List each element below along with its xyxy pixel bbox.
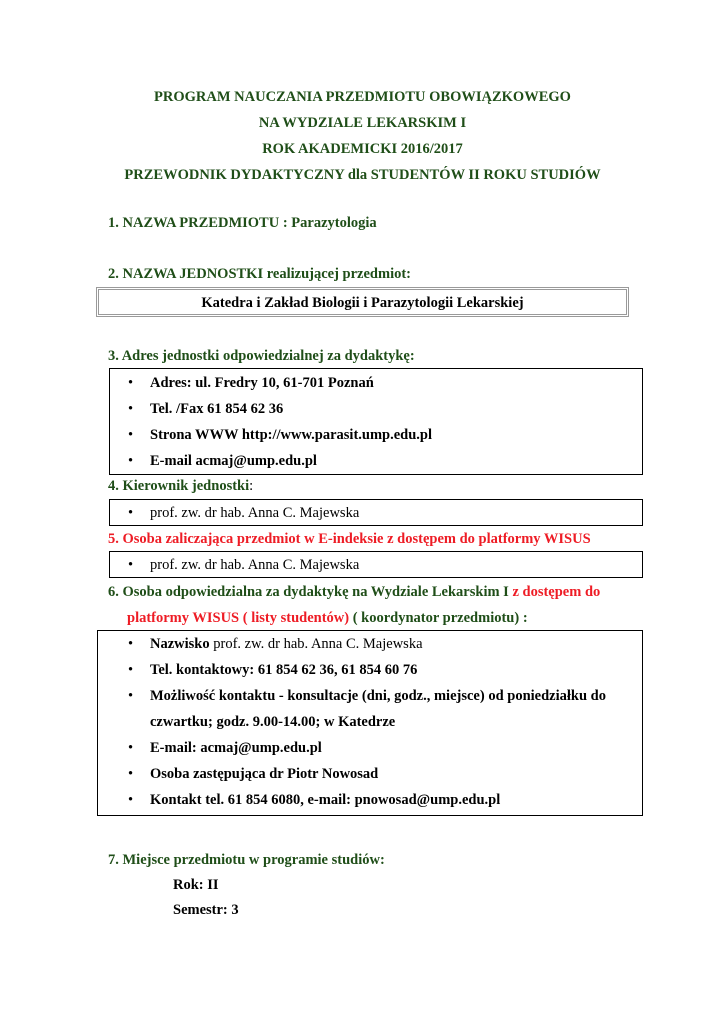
bullet-icon: • [128, 557, 134, 573]
section-3-heading: 3. Adres jednostki odpowiedzialnej za dydaktykę: [108, 348, 415, 364]
bullet-icon: • [128, 453, 134, 469]
header-line-2: NA WYDZIALE LEKARSKIM I [258, 115, 467, 131]
list-item: • prof. zw. dr hab. Anna C. Majewska [128, 557, 360, 573]
list-item: • Możliwość kontaktu - konsultacje (dni, godz., miejsce) od poniedziałku do [128, 688, 606, 704]
unit-name: Katedra i Zakład Biologii i Parazytologii Lekarskiej [201, 295, 524, 311]
section-4-colon: : [249, 478, 254, 494]
list-item: • E-mail acmaj@ump.edu.pl [128, 453, 317, 469]
section-5-heading: 5. Osoba zaliczająca przedmiot w E-indeksie z dostępem do platformy WISUS [108, 531, 591, 547]
bullet-icon: • [128, 505, 134, 521]
section-1-heading [108, 214, 377, 232]
semester-value: Semestr: 3 [173, 902, 239, 918]
section-4-heading [108, 477, 253, 495]
list-item: • Osoba zastępująca dr Piotr Nowosad [128, 766, 379, 782]
bullet-icon: • [128, 401, 134, 417]
header-line-4: PRZEWODNIK DYDAKTYCZNY dla STUDENTÓW II ROKU STUDIÓW [124, 167, 601, 183]
list-item: • Adres: ul. Fredry 10, 61-701 Poznań [128, 375, 374, 391]
header-line-1: PROGRAM NAUCZANIA PRZEDMIOTU OBOWIĄZKOWEGO [154, 89, 571, 105]
bullet-icon: • [128, 766, 134, 782]
bullet-icon: • [128, 662, 134, 678]
section-2-heading: 2. NAZWA JEDNOSTKI realizującej przedmiot: [108, 266, 411, 282]
list-item: • Kontakt tel. 61 854 6080, e-mail: pnowosad@ump.edu.pl [128, 792, 501, 808]
section-4-label: 4. Kierownik jednostki [108, 478, 250, 494]
section-6-heading-line-1: 6. Osoba odpowiedzialna za dydaktykę na Wydziale Lekarskim I z dostępem do [108, 584, 601, 600]
header-line-3: ROK AKADEMICKI 2016/2017 [262, 141, 463, 157]
bullet-icon: • [128, 688, 134, 704]
bullet-icon: • [128, 636, 134, 652]
section-1-value: Parazytologia [291, 215, 377, 231]
bullet-icon: • [128, 740, 134, 756]
year-value: Rok: II [173, 877, 219, 893]
list-item: • prof. zw. dr hab. Anna C. Majewska [128, 505, 360, 521]
list-item: • E-mail: acmaj@ump.edu.pl [128, 740, 322, 756]
list-item: • Nazwisko prof. zw. dr hab. Anna C. Majewska [128, 636, 423, 652]
section-7-heading: 7. Miejsce przedmiotu w programie studiów: [108, 852, 385, 868]
section-1-label: 1. NAZWA PRZEDMIOTU : [108, 215, 292, 231]
list-item-continuation: czwartku; godz. 9.00-14.00; w Katedrze [150, 714, 396, 730]
bullet-icon: • [128, 427, 134, 443]
bullet-icon: • [128, 375, 134, 391]
bullet-icon: • [128, 792, 134, 808]
section-6-heading-line-2: platformy WISUS ( listy studentów) ( koordynator przedmiotu) : [127, 610, 528, 626]
list-item: • Tel. /Fax 61 854 62 36 [128, 401, 284, 417]
list-item: • Tel. kontaktowy: 61 854 62 36, 61 854 60 76 [128, 662, 418, 678]
list-item: • Strona WWW http://www.parasit.ump.edu.pl [128, 427, 433, 443]
